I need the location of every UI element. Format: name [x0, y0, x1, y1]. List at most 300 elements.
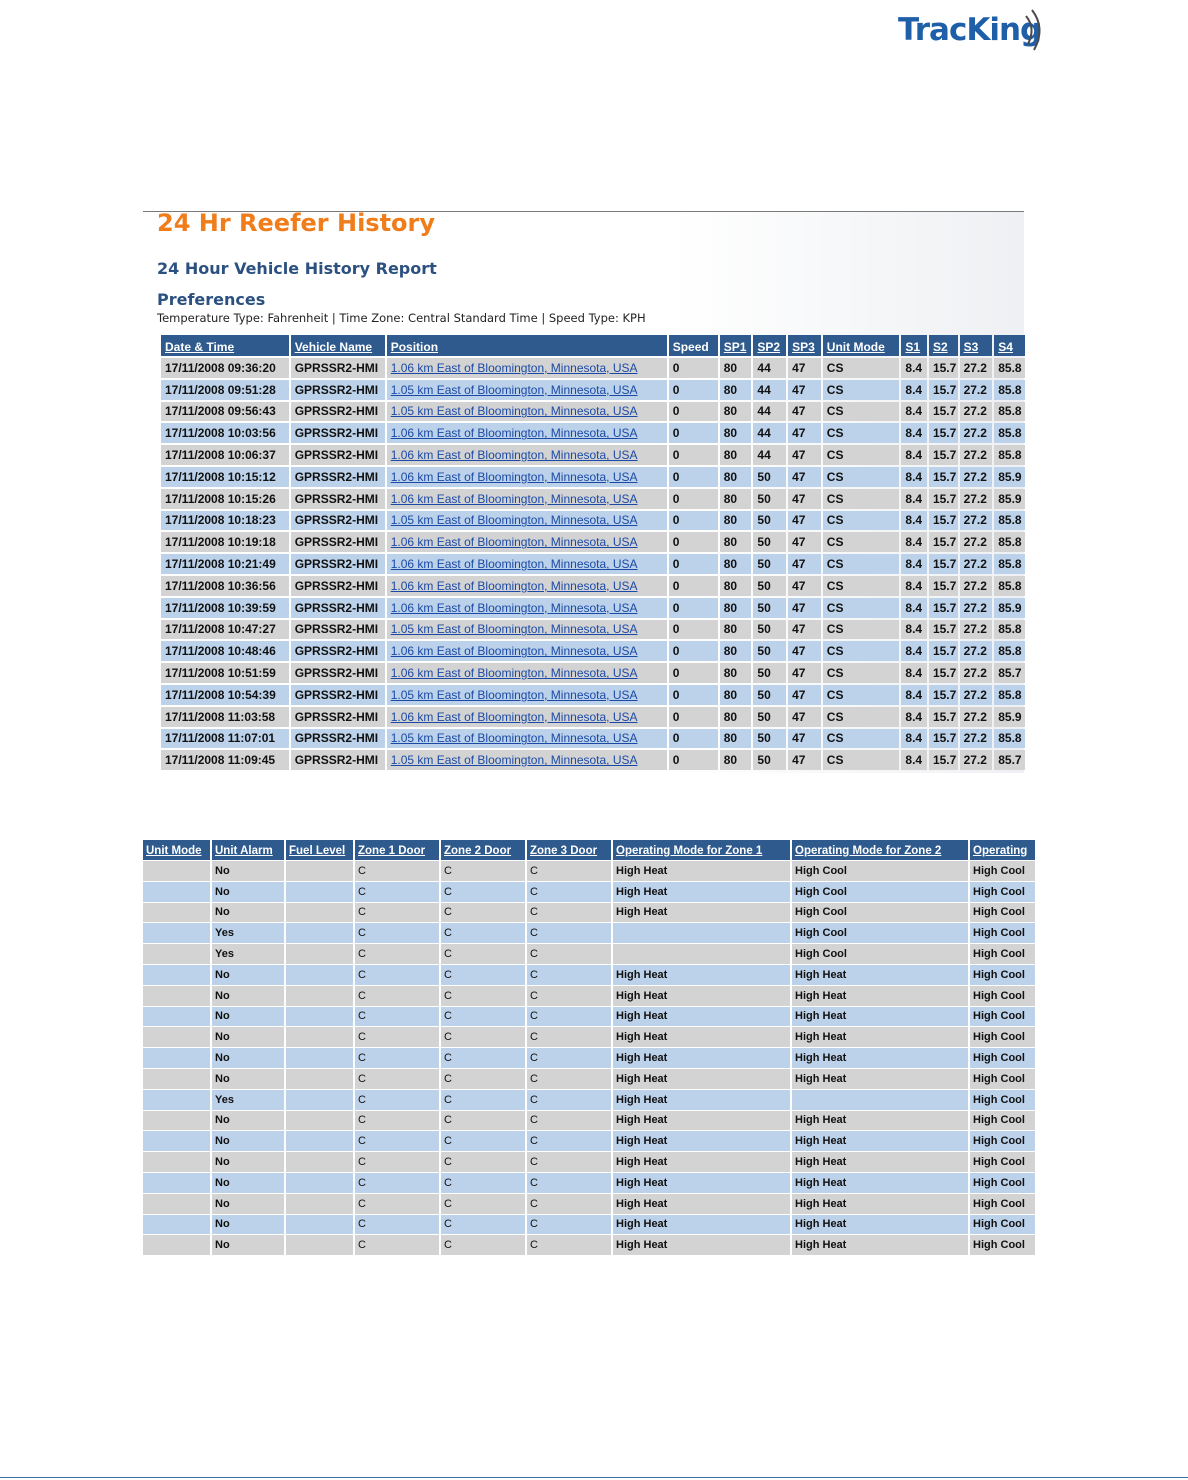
report-subtitle: 24 Hour Vehicle History Report — [157, 259, 437, 278]
cell-s3: 27.2 — [960, 423, 993, 443]
cell-unit-mode: CS — [823, 467, 900, 487]
cell-position[interactable]: 1.06 km East of Bloomington, Minnesota, USA — [387, 423, 667, 443]
cell-position[interactable]: 1.05 km East of Bloomington, Minnesota, USA — [387, 750, 667, 770]
cell-s1: 8.4 — [901, 358, 927, 378]
cell-zone1-door: C — [355, 944, 439, 964]
cell-unit-mode — [143, 1048, 210, 1068]
table-row — [161, 554, 1025, 574]
cell-vehicle-name: GPRSSR2-HMI — [291, 729, 385, 749]
cell-zone1-door: C — [355, 1194, 439, 1214]
cell-unit-mode: CS — [823, 576, 900, 596]
cell-zone1-door: C — [355, 965, 439, 985]
cell-fuel-level — [286, 923, 353, 943]
cell-op-mode-zone1: High Heat — [613, 882, 790, 902]
reefer-status-table — [143, 839, 1035, 1256]
cell-sp2: 50 — [753, 511, 786, 531]
cell-s4: 85.9 — [994, 707, 1025, 727]
col-zone2-door[interactable]: Zone 2 Door — [441, 840, 525, 860]
cell-unit-alarm: Yes — [212, 923, 284, 943]
cell-sp2: 44 — [753, 445, 786, 465]
table-row — [143, 986, 1035, 1006]
cell-fuel-level — [286, 1048, 353, 1068]
cell-op-mode-zone2: High Cool — [792, 882, 968, 902]
cell-op-mode-zone2: High Cool — [792, 923, 968, 943]
cell-fuel-level — [286, 1069, 353, 1089]
cell-s3: 27.2 — [960, 402, 993, 422]
cell-zone3-door: C — [527, 1069, 611, 1089]
cell-zone3-door: C — [527, 1131, 611, 1151]
table-row — [161, 729, 1025, 749]
cell-vehicle-name: GPRSSR2-HMI — [291, 554, 385, 574]
cell-fuel-level — [286, 903, 353, 923]
cell-speed: 0 — [669, 729, 718, 749]
cell-vehicle-name: GPRSSR2-HMI — [291, 511, 385, 531]
cell-s3: 27.2 — [960, 380, 993, 400]
cell-zone1-door: C — [355, 1007, 439, 1027]
cell-unit-mode — [143, 903, 210, 923]
cell-zone3-door: C — [527, 882, 611, 902]
col-s1[interactable]: S1 — [901, 335, 927, 356]
table-row — [143, 1215, 1035, 1235]
cell-op-mode-zone2: High Heat — [792, 986, 968, 1006]
cell-s3: 27.2 — [960, 511, 993, 531]
cell-zone2-door: C — [441, 1027, 525, 1047]
cell-zone2-door: C — [441, 861, 525, 881]
cell-zone2-door: C — [441, 1194, 525, 1214]
cell-s1: 8.4 — [901, 402, 927, 422]
cell-position[interactable]: 1.06 km East of Bloomington, Minnesota, USA — [387, 532, 667, 552]
col-op-mode-zone1[interactable]: Operating Mode for Zone 1 — [613, 840, 790, 860]
cell-sp2: 44 — [753, 402, 786, 422]
cell-s2: 15.7 — [929, 489, 958, 509]
cell-s3: 27.2 — [960, 641, 993, 661]
cell-date-time: 17/11/2008 10:15:12 — [161, 467, 289, 487]
cell-unit-mode — [143, 1194, 210, 1214]
col-date-time[interactable]: Date & Time — [161, 335, 289, 356]
table-row — [161, 402, 1025, 422]
cell-fuel-level — [286, 1131, 353, 1151]
cell-unit-mode: CS — [823, 489, 900, 509]
col-op-mode-zone2[interactable]: Operating Mode for Zone 2 — [792, 840, 968, 860]
cell-s3: 27.2 — [960, 707, 993, 727]
cell-s3: 27.2 — [960, 467, 993, 487]
cell-sp1: 80 — [720, 663, 752, 683]
cell-op-mode-zone1: High Heat — [613, 1090, 790, 1110]
vehicle-history-table — [159, 333, 1027, 772]
cell-s2: 15.7 — [929, 576, 958, 596]
cell-op-mode-zone2: High Heat — [792, 965, 968, 985]
cell-sp3: 47 — [788, 358, 821, 378]
cell-unit-mode — [143, 1007, 210, 1027]
cell-date-time: 17/11/2008 09:36:20 — [161, 358, 289, 378]
cell-position[interactable]: 1.06 km East of Bloomington, Minnesota, USA — [387, 576, 667, 596]
cell-zone2-door: C — [441, 1111, 525, 1131]
cell-s4: 85.9 — [994, 598, 1025, 618]
cell-vehicle-name: GPRSSR2-HMI — [291, 445, 385, 465]
cell-op-mode-zone2: High Heat — [792, 1048, 968, 1068]
cell-unit-mode — [143, 1069, 210, 1089]
cell-speed: 0 — [669, 750, 718, 770]
cell-sp1: 80 — [720, 620, 752, 640]
cell-date-time: 17/11/2008 11:03:58 — [161, 707, 289, 727]
col-unit-alarm[interactable]: Unit Alarm — [212, 840, 284, 860]
cell-unit-mode: CS — [823, 511, 900, 531]
col-zone3-door[interactable]: Zone 3 Door — [527, 840, 611, 860]
cell-unit-alarm: No — [212, 1048, 284, 1068]
cell-zone3-door: C — [527, 986, 611, 1006]
cell-position[interactable]: 1.06 km East of Bloomington, Minnesota, USA — [387, 489, 667, 509]
cell-s3: 27.2 — [960, 358, 993, 378]
cell-s2: 15.7 — [929, 641, 958, 661]
cell-position[interactable]: 1.06 km East of Bloomington, Minnesota, USA — [387, 641, 667, 661]
cell-speed: 0 — [669, 685, 718, 705]
cell-op-mode-zone2: High Heat — [792, 1069, 968, 1089]
cell-s1: 8.4 — [901, 750, 927, 770]
cell-s1: 8.4 — [901, 620, 927, 640]
cell-zone1-door: C — [355, 1235, 439, 1255]
cell-speed: 0 — [669, 423, 718, 443]
cell-sp3: 47 — [788, 402, 821, 422]
cell-op-mode-zone3: High Cool — [970, 1090, 1035, 1110]
cell-sp1: 80 — [720, 402, 752, 422]
cell-position[interactable]: 1.06 km East of Bloomington, Minnesota, USA — [387, 554, 667, 574]
cell-op-mode-zone3: High Cool — [970, 1152, 1035, 1172]
cell-unit-mode: CS — [823, 402, 900, 422]
col-position[interactable]: Position — [387, 335, 667, 356]
cell-fuel-level — [286, 1152, 353, 1172]
cell-vehicle-name: GPRSSR2-HMI — [291, 423, 385, 443]
cell-position[interactable]: 1.06 km East of Bloomington, Minnesota, USA — [387, 467, 667, 487]
cell-unit-mode — [143, 1215, 210, 1235]
cell-sp1: 80 — [720, 750, 752, 770]
table-row — [161, 423, 1025, 443]
cell-sp2: 50 — [753, 576, 786, 596]
cell-s3: 27.2 — [960, 750, 993, 770]
cell-sp1: 80 — [720, 445, 752, 465]
col-s2[interactable]: S2 — [929, 335, 958, 356]
cell-zone1-door: C — [355, 986, 439, 1006]
table-row — [161, 707, 1025, 727]
cell-s4: 85.8 — [994, 685, 1025, 705]
table-row — [161, 641, 1025, 661]
cell-s2: 15.7 — [929, 402, 958, 422]
reefer-status-panel — [143, 839, 1035, 1261]
col-s4[interactable]: S4 — [994, 335, 1025, 356]
cell-op-mode-zone2: High Cool — [792, 861, 968, 881]
cell-sp2: 44 — [753, 358, 786, 378]
cell-op-mode-zone3: High Cool — [970, 986, 1035, 1006]
cell-op-mode-zone3: High Cool — [970, 1215, 1035, 1235]
cell-unit-alarm: No — [212, 1235, 284, 1255]
cell-op-mode-zone2: High Heat — [792, 1194, 968, 1214]
cell-s3: 27.2 — [960, 663, 993, 683]
cell-position[interactable]: 1.05 km East of Bloomington, Minnesota, USA — [387, 511, 667, 531]
cell-unit-mode: CS — [823, 358, 900, 378]
cell-zone1-door: C — [355, 1215, 439, 1235]
cell-zone3-door: C — [527, 1152, 611, 1172]
cell-unit-mode: CS — [823, 729, 900, 749]
cell-sp1: 80 — [720, 641, 752, 661]
cell-op-mode-zone1: High Heat — [613, 1048, 790, 1068]
cell-sp1: 80 — [720, 576, 752, 596]
table-row — [161, 467, 1025, 487]
cell-sp2: 50 — [753, 750, 786, 770]
cell-s1: 8.4 — [901, 554, 927, 574]
cell-s4: 85.8 — [994, 576, 1025, 596]
cell-sp2: 44 — [753, 380, 786, 400]
cell-op-mode-zone2: High Heat — [792, 1007, 968, 1027]
cell-zone3-door: C — [527, 1173, 611, 1193]
cell-zone1-door: C — [355, 1069, 439, 1089]
cell-position[interactable]: 1.06 km East of Bloomington, Minnesota, USA — [387, 663, 667, 683]
cell-s1: 8.4 — [901, 532, 927, 552]
cell-sp1: 80 — [720, 729, 752, 749]
cell-date-time: 17/11/2008 11:07:01 — [161, 729, 289, 749]
cell-unit-mode: CS — [823, 598, 900, 618]
cell-zone1-door: C — [355, 1027, 439, 1047]
cell-date-time: 17/11/2008 10:51:59 — [161, 663, 289, 683]
table-row — [143, 882, 1035, 902]
cell-position[interactable]: 1.06 km East of Bloomington, Minnesota, USA — [387, 707, 667, 727]
cell-zone1-door: C — [355, 1048, 439, 1068]
cell-speed: 0 — [669, 511, 718, 531]
cell-op-mode-zone1 — [613, 923, 790, 943]
cell-unit-alarm: No — [212, 1069, 284, 1089]
cell-position[interactable]: 1.06 km East of Bloomington, Minnesota, USA — [387, 358, 667, 378]
cell-unit-mode — [143, 882, 210, 902]
cell-fuel-level — [286, 1173, 353, 1193]
col-sp1[interactable]: SP1 — [720, 335, 752, 356]
cell-s2: 15.7 — [929, 598, 958, 618]
cell-speed: 0 — [669, 576, 718, 596]
cell-op-mode-zone3: High Cool — [970, 861, 1035, 881]
cell-date-time: 17/11/2008 09:56:43 — [161, 402, 289, 422]
cell-position[interactable]: 1.05 km East of Bloomington, Minnesota, USA — [387, 620, 667, 640]
cell-sp1: 80 — [720, 554, 752, 574]
cell-sp3: 47 — [788, 445, 821, 465]
cell-op-mode-zone3: High Cool — [970, 903, 1035, 923]
cell-unit-mode: CS — [823, 532, 900, 552]
cell-sp2: 50 — [753, 729, 786, 749]
cell-sp1: 80 — [720, 598, 752, 618]
cell-sp1: 80 — [720, 489, 752, 509]
table-row — [143, 1048, 1035, 1068]
cell-unit-mode — [143, 861, 210, 881]
cell-sp3: 47 — [788, 685, 821, 705]
cell-zone2-door: C — [441, 1173, 525, 1193]
cell-op-mode-zone1: High Heat — [613, 965, 790, 985]
cell-unit-mode: CS — [823, 685, 900, 705]
cell-unit-alarm: No — [212, 861, 284, 881]
cell-sp2: 50 — [753, 663, 786, 683]
cell-unit-mode — [143, 965, 210, 985]
cell-fuel-level — [286, 1194, 353, 1214]
cell-date-time: 17/11/2008 10:06:37 — [161, 445, 289, 465]
cell-s1: 8.4 — [901, 511, 927, 531]
cell-sp3: 47 — [788, 729, 821, 749]
cell-s1: 8.4 — [901, 598, 927, 618]
cell-sp3: 47 — [788, 598, 821, 618]
cell-zone3-door: C — [527, 1194, 611, 1214]
cell-op-mode-zone3: High Cool — [970, 1111, 1035, 1131]
cell-unit-alarm: Yes — [212, 944, 284, 964]
cell-vehicle-name: GPRSSR2-HMI — [291, 598, 385, 618]
cell-s1: 8.4 — [901, 729, 927, 749]
cell-sp2: 50 — [753, 467, 786, 487]
cell-zone2-door: C — [441, 1152, 525, 1172]
col-fuel-level[interactable]: Fuel Level — [286, 840, 353, 860]
cell-speed: 0 — [669, 663, 718, 683]
table-row — [161, 532, 1025, 552]
cell-sp3: 47 — [788, 489, 821, 509]
cell-unit-mode — [143, 1090, 210, 1110]
cell-unit-alarm: No — [212, 1194, 284, 1214]
table-row — [161, 380, 1025, 400]
cell-fuel-level — [286, 944, 353, 964]
cell-s4: 85.8 — [994, 423, 1025, 443]
col-op-mode-zone3[interactable]: Operating — [970, 840, 1035, 860]
cell-s2: 15.7 — [929, 467, 958, 487]
cell-unit-mode: CS — [823, 641, 900, 661]
cell-position[interactable]: 1.05 km East of Bloomington, Minnesota, USA — [387, 402, 667, 422]
table-row — [161, 685, 1025, 705]
cell-zone3-door: C — [527, 1048, 611, 1068]
cell-op-mode-zone3: High Cool — [970, 1194, 1035, 1214]
cell-position[interactable]: 1.05 km East of Bloomington, Minnesota, USA — [387, 685, 667, 705]
cell-sp1: 80 — [720, 532, 752, 552]
cell-vehicle-name: GPRSSR2-HMI — [291, 532, 385, 552]
cell-unit-alarm: No — [212, 965, 284, 985]
table-row — [161, 445, 1025, 465]
table-row — [161, 598, 1025, 618]
cell-sp3: 47 — [788, 554, 821, 574]
cell-op-mode-zone3: High Cool — [970, 1048, 1035, 1068]
cell-op-mode-zone2: High Heat — [792, 1131, 968, 1151]
col-s3[interactable]: S3 — [960, 335, 993, 356]
cell-s3: 27.2 — [960, 685, 993, 705]
cell-zone2-door: C — [441, 1069, 525, 1089]
cell-op-mode-zone1: High Heat — [613, 1069, 790, 1089]
cell-op-mode-zone3: High Cool — [970, 965, 1035, 985]
cell-op-mode-zone3: High Cool — [970, 923, 1035, 943]
footer-rule — [0, 1477, 1188, 1478]
cell-op-mode-zone2 — [792, 1090, 968, 1110]
col-unit-mode[interactable]: Unit Mode — [823, 335, 900, 356]
cell-date-time: 17/11/2008 10:03:56 — [161, 423, 289, 443]
cell-speed: 0 — [669, 380, 718, 400]
cell-speed: 0 — [669, 598, 718, 618]
table-row — [143, 861, 1035, 881]
cell-position[interactable]: 1.05 km East of Bloomington, Minnesota, USA — [387, 380, 667, 400]
cell-vehicle-name: GPRSSR2-HMI — [291, 707, 385, 727]
cell-date-time: 17/11/2008 10:48:46 — [161, 641, 289, 661]
cell-op-mode-zone2: High Cool — [792, 903, 968, 923]
cell-sp2: 50 — [753, 641, 786, 661]
cell-unit-alarm: No — [212, 1131, 284, 1151]
cell-fuel-level — [286, 1027, 353, 1047]
cell-sp3: 47 — [788, 576, 821, 596]
cell-unit-mode — [143, 1173, 210, 1193]
cell-speed: 0 — [669, 707, 718, 727]
cell-s4: 85.8 — [994, 402, 1025, 422]
cell-unit-alarm: No — [212, 1027, 284, 1047]
trackking-logo — [898, 6, 1048, 56]
cell-s1: 8.4 — [901, 467, 927, 487]
cell-s1: 8.4 — [901, 576, 927, 596]
cell-vehicle-name: GPRSSR2-HMI — [291, 663, 385, 683]
cell-sp2: 50 — [753, 707, 786, 727]
cell-vehicle-name: GPRSSR2-HMI — [291, 467, 385, 487]
table-row — [161, 663, 1025, 683]
table-row — [161, 511, 1025, 531]
cell-s4: 85.8 — [994, 511, 1025, 531]
cell-unit-alarm: No — [212, 1007, 284, 1027]
cell-fuel-level — [286, 965, 353, 985]
cell-unit-alarm: No — [212, 882, 284, 902]
cell-unit-mode — [143, 1131, 210, 1151]
cell-fuel-level — [286, 882, 353, 902]
cell-s2: 15.7 — [929, 663, 958, 683]
cell-speed: 0 — [669, 532, 718, 552]
cell-zone3-door: C — [527, 923, 611, 943]
cell-speed: 0 — [669, 467, 718, 487]
cell-zone1-door: C — [355, 1090, 439, 1110]
table-row — [161, 620, 1025, 640]
logo-text-trac: Trac — [898, 12, 967, 48]
col-unit-mode[interactable]: Unit Mode — [143, 840, 210, 860]
cell-op-mode-zone1: High Heat — [613, 903, 790, 923]
cell-s2: 15.7 — [929, 554, 958, 574]
cell-op-mode-zone3: High Cool — [970, 1131, 1035, 1151]
table-row — [143, 1194, 1035, 1214]
cell-position[interactable]: 1.06 km East of Bloomington, Minnesota, USA — [387, 598, 667, 618]
report-title: 24 Hr Reefer History — [157, 209, 436, 237]
table-row — [161, 489, 1025, 509]
cell-op-mode-zone1: High Heat — [613, 986, 790, 1006]
cell-position[interactable]: 1.06 km East of Bloomington, Minnesota, USA — [387, 445, 667, 465]
cell-zone2-door: C — [441, 965, 525, 985]
cell-op-mode-zone3: High Cool — [970, 1007, 1035, 1027]
cell-sp3: 47 — [788, 750, 821, 770]
cell-unit-mode: CS — [823, 620, 900, 640]
cell-zone3-door: C — [527, 1235, 611, 1255]
col-sp3[interactable]: SP3 — [788, 335, 821, 356]
table-row — [143, 1235, 1035, 1255]
cell-s2: 15.7 — [929, 423, 958, 443]
cell-zone2-door: C — [441, 1048, 525, 1068]
cell-s1: 8.4 — [901, 707, 927, 727]
col-sp2[interactable]: SP2 — [753, 335, 786, 356]
cell-s4: 85.8 — [994, 445, 1025, 465]
cell-zone3-door: C — [527, 1007, 611, 1027]
cell-s3: 27.2 — [960, 489, 993, 509]
col-zone1-door[interactable]: Zone 1 Door — [355, 840, 439, 860]
cell-zone3-door: C — [527, 1111, 611, 1131]
cell-unit-mode: CS — [823, 423, 900, 443]
col-vehicle-name[interactable]: Vehicle Name — [291, 335, 385, 356]
cell-position[interactable]: 1.05 km East of Bloomington, Minnesota, USA — [387, 729, 667, 749]
preferences-heading: Preferences — [157, 290, 266, 309]
cell-s2: 15.7 — [929, 358, 958, 378]
cell-sp3: 47 — [788, 620, 821, 640]
cell-unit-mode: CS — [823, 707, 900, 727]
cell-op-mode-zone3: High Cool — [970, 1173, 1035, 1193]
cell-s2: 15.7 — [929, 380, 958, 400]
cell-vehicle-name: GPRSSR2-HMI — [291, 380, 385, 400]
cell-sp1: 80 — [720, 380, 752, 400]
table-row — [143, 944, 1035, 964]
cell-zone1-door: C — [355, 1111, 439, 1131]
